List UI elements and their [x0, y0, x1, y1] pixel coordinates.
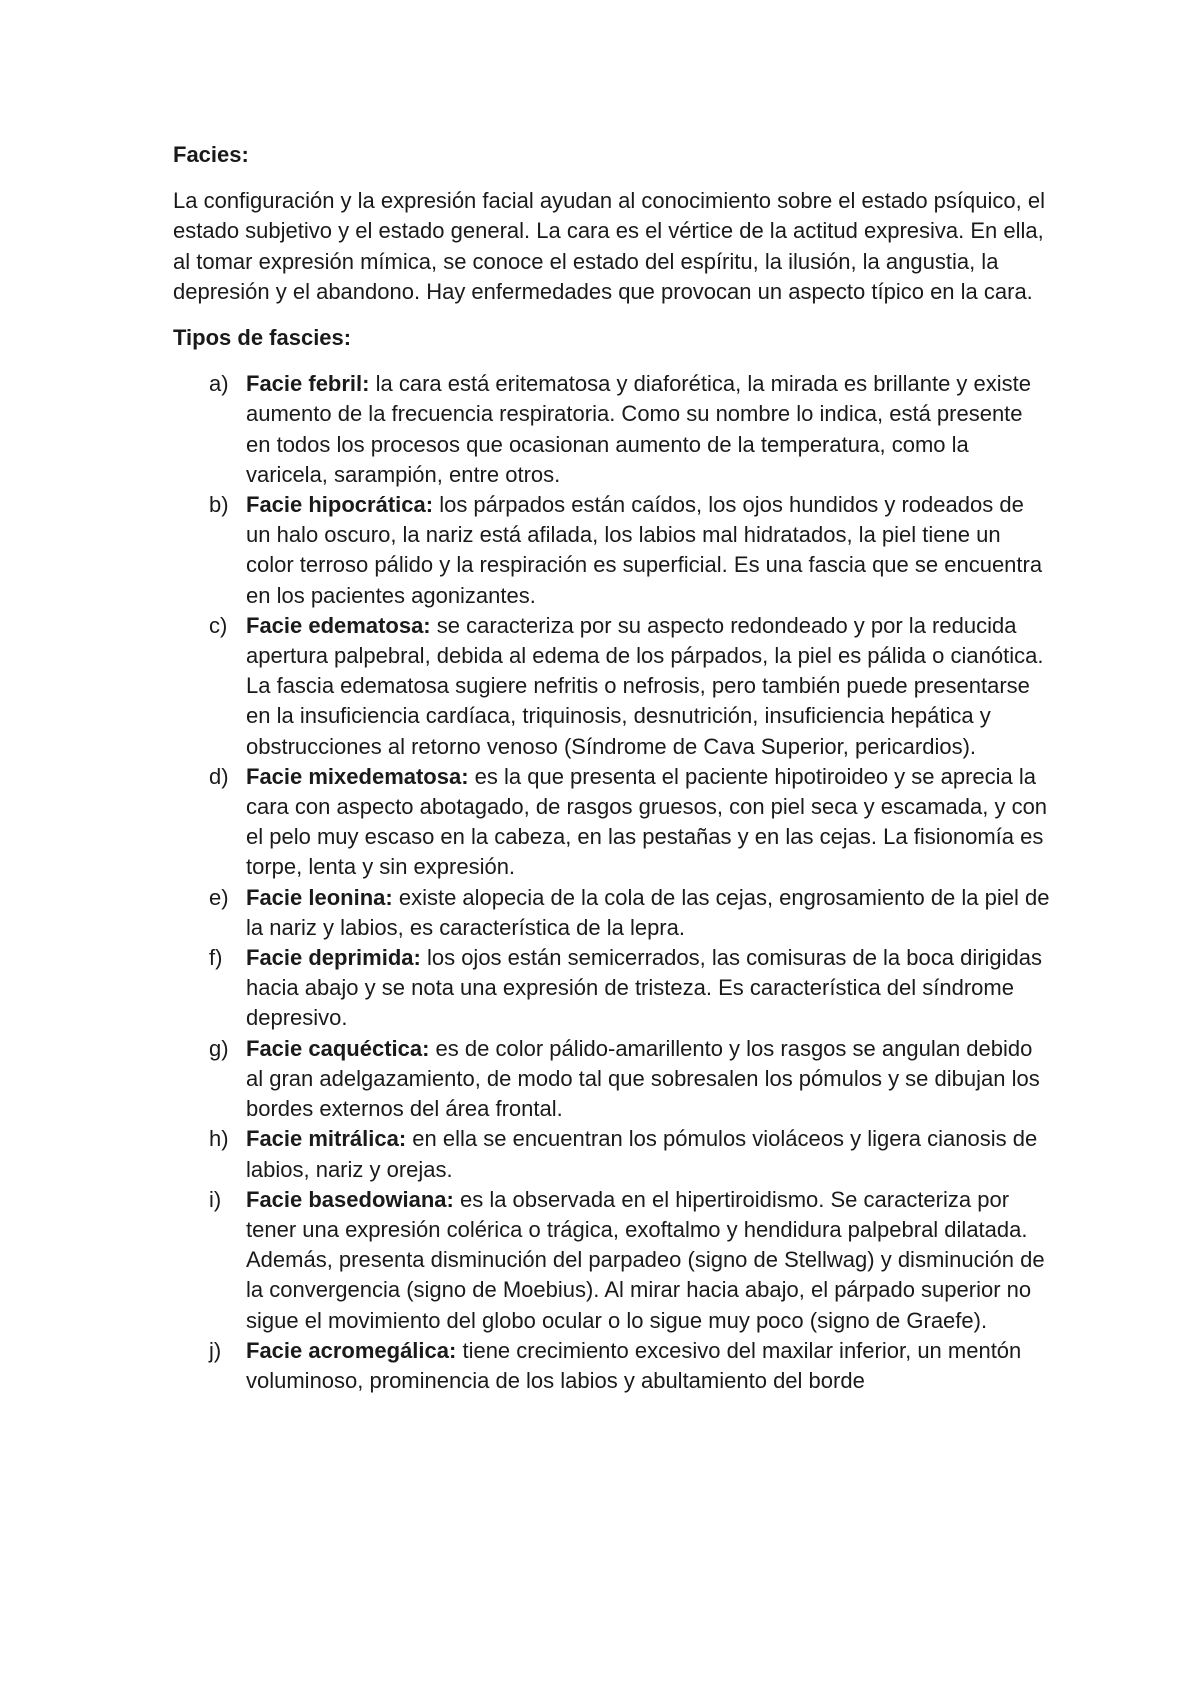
list-marker: h) — [209, 1126, 229, 1152]
list-term: Facie caquéctica: — [246, 1035, 430, 1061]
list-term: Facie mixedematosa: — [246, 763, 469, 789]
list-marker: c) — [209, 612, 228, 638]
list-description: existe alopecia de la cola de las cejas, engrosamiento de la piel de la nariz y labios, es característica de la lepra. — [246, 884, 1050, 940]
list-item — [173, 883, 1053, 943]
list-item — [173, 611, 1053, 762]
list-term: Facie hipocrática: — [246, 492, 434, 518]
list-description: es la que presenta el paciente hipotiroideo y se aprecia la cara con aspecto abotagado, de rasgos gruesos, con piel seca y escamada, y con el pelo muy escaso en la cabeza, en las pestañas y en las cejas. La fisionomía es torpe, lenta y sin expresión. — [246, 763, 1048, 880]
list-term: Facie deprimida: — [246, 945, 421, 971]
types-subheading: Tipos de fascies: — [173, 325, 352, 351]
list-item — [173, 1034, 1053, 1125]
list-description: los ojos están semicerrados, las comisuras de la boca dirigidas hacia abajo y se nota una expresión de tristeza. Es característica del síndrome depresivo. — [246, 945, 1043, 1031]
list-term: Facie acromegálica: — [246, 1337, 457, 1363]
list-marker: g) — [209, 1035, 229, 1061]
list-description: en ella se encuentran los pómulos violáceos y ligera cianosis de labios, nariz y orejas. — [246, 1126, 1038, 1182]
list-marker: f) — [209, 945, 223, 971]
list-description: se caracteriza por su aspecto redondeado y por la reducida apertura palpebral, debida al edema de los párpados, la piel es pálida o cianótica. La fascia edematosa sugiere nefritis o nefrosis, pero también puede presentarse en la insuficiencia cardíaca, triquinosis, desnutrición, insuficiencia hepática y obstrucciones al retorno venoso (Síndrome de Cava Superior, pericardios). — [246, 612, 1044, 759]
list-description: la cara está eritematosa y diaforética, la mirada es brillante y existe aumento de la frecuencia respiratoria. Como su nombre lo indica, está presente en todos los procesos que ocasionan aumento de la temperatura, como la varicela, sarampión, entre otros. — [246, 371, 1032, 487]
document-page — [173, 140, 1053, 1396]
list-marker: a) — [209, 371, 229, 397]
list-term: Facie leonina: — [246, 884, 393, 910]
list-description: es de color pálido-amarillento y los rasgos se angulan debido al gran adelgazamiento, de modo tal que sobresalen los pómulos y se dibujan los bordes externos del área frontal. — [246, 1035, 1040, 1122]
document-heading: Facies: — [173, 142, 249, 167]
list-marker: e) — [209, 884, 229, 910]
list-marker: i) — [209, 1186, 222, 1212]
list-item — [173, 943, 1053, 1034]
intro-paragraph: La configuración y la expresión facial ayudan al conocimiento sobre el estado psíquico, el estado subjetivo y el estado general. La cara es el vértice de la actitud expresiva. En ella, al tomar expresión mímica, se conoce el estado del espíritu, la ilusión, la angustia, la depresión y el abandono. Hay enfermedades que provocan un aspecto típico en la cara. — [173, 188, 1045, 304]
list-item — [173, 490, 1053, 611]
list-item — [173, 1185, 1053, 1336]
list-marker: d) — [209, 763, 229, 789]
list-item — [173, 1124, 1053, 1184]
list-marker: b) — [209, 492, 229, 518]
list-term: Facie edematosa: — [246, 612, 431, 638]
facies-list — [173, 369, 1053, 1396]
list-description: tiene crecimiento excesivo del maxilar inferior, un mentón voluminoso, prominencia de los labios y abultamiento del borde — [246, 1337, 1022, 1393]
list-description: los párpados están caídos, los ojos hundidos y rodeados de un halo oscuro, la nariz está afilada, los labios mal hidratados, la piel tiene un color terroso pálido y la respiración es superficial. Es una fascia que se encuentra en los pacientes agonizantes. — [246, 492, 1043, 608]
list-description: es la observada en el hipertiroidismo. Se caracteriza por tener una expresión colérica o trágica, exoftalmo y hendidura palpebral dilatada. Además, presenta disminución del parpadeo (signo de Stellwag) y disminución de la convergencia (signo de Moebius). Al mirar hacia abajo, el párpado superior no sigue el movimiento del globo ocular o lo sigue muy poco (signo de Graefe). — [246, 1186, 1045, 1333]
list-term: Facie febril: — [246, 371, 370, 397]
list-item — [173, 762, 1053, 883]
list-item — [173, 1336, 1053, 1396]
list-marker: j) — [209, 1337, 222, 1363]
list-term: Facie mitrálica: — [246, 1126, 407, 1152]
list-item — [173, 369, 1053, 490]
list-term: Facie basedowiana: — [246, 1186, 454, 1212]
